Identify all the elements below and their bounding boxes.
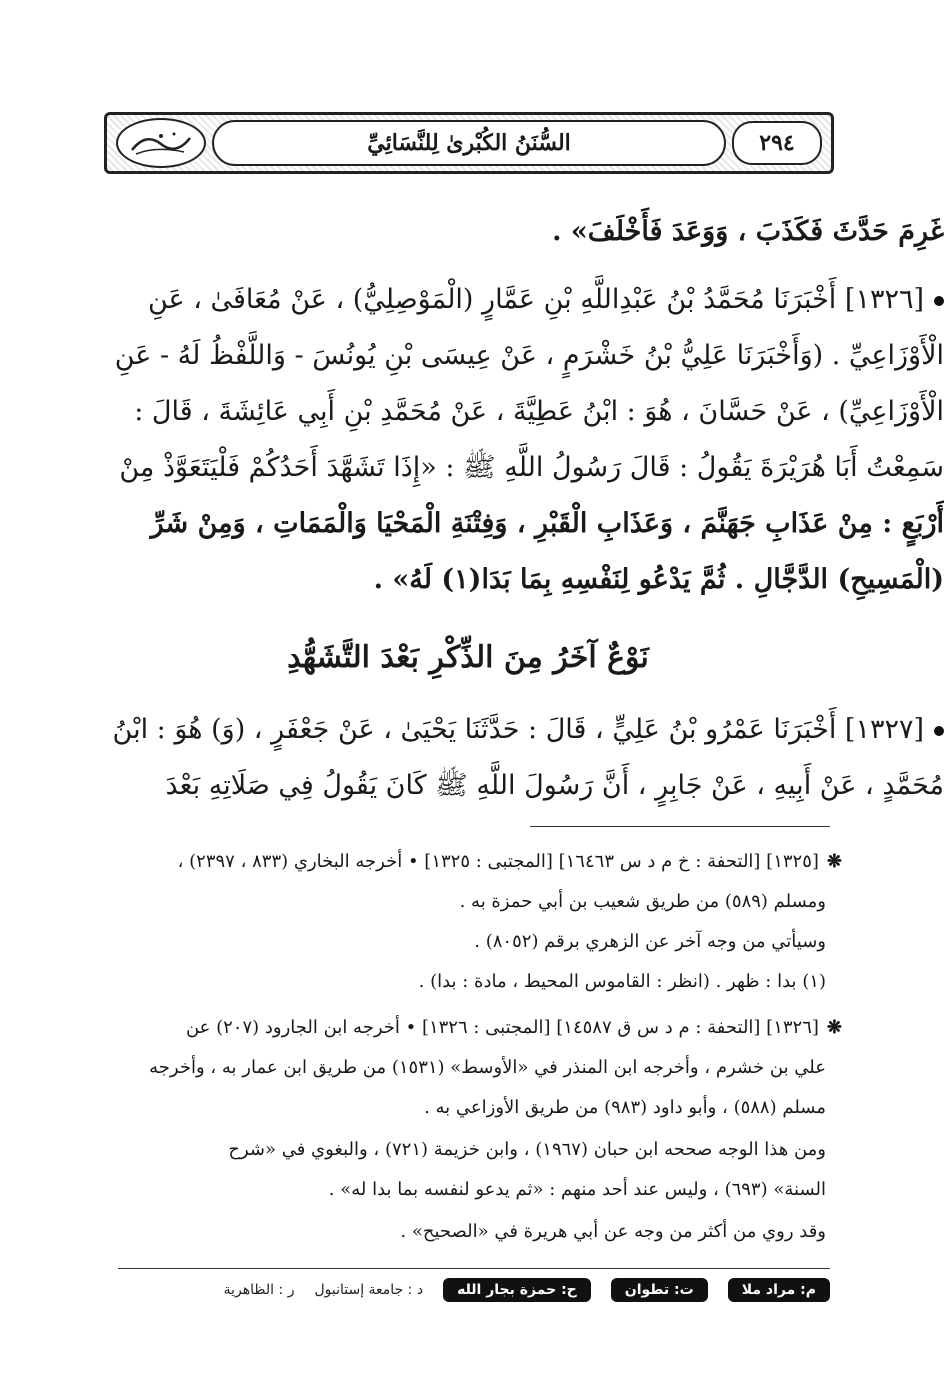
footnote-line — [112, 928, 826, 956]
body-text: الْأَوْزَاعِيِّ) ، عَنْ حَسَّانَ ، هُوَ : ابْنُ عَطِيَّةَ ، عَنْ مُحَمَّدِ بْنِ أَبِي عَائِشَةَ ، قَالَ : — [134, 396, 944, 427]
source-tag-t: ت: تطوان — [611, 1278, 708, 1302]
body-line-7 — [212, 560, 944, 600]
footnote-text: وقد روي من أكثر من وجه عن أبي هريرة في «الصحيح» . — [400, 1221, 826, 1242]
body-text: سَمِعْتُ أَبَا هُرَيْرَةَ يَقُولُ : قَالَ رَسُولُ اللَّهِ ﷺ : «إِذَا تَشَهَّدَ أَحَدُكُمْ فَلْيَتَعَوَّذْ مِنْ — [119, 452, 944, 483]
header-title-box — [212, 120, 726, 166]
footnote-text: السنة» (٦٩٣) ، وليس عند أحد منهم : «ثم يدعو لنفسه بما بدا له» . — [328, 1179, 826, 1200]
footnote-line — [112, 968, 826, 996]
footnote-line — [112, 1176, 826, 1204]
body-line-9 — [165, 766, 944, 806]
section-heading: نَوْعٌ آخَرُ مِنَ الذِّكْرِ بَعْدَ التَّشَهُّدِ — [287, 640, 649, 675]
body-text: غَرِمَ حَدَّثَ فَكَذَبَ ، وَوَعَدَ فَأَخْلَفَ» . — [552, 216, 944, 247]
body-line-1 — [212, 212, 944, 252]
manuscript-sources-footer — [118, 1272, 830, 1308]
footnote-line — [112, 888, 826, 916]
body-line-5 — [119, 448, 944, 488]
source-tag-h: ح: حمزة بجار الله — [443, 1278, 591, 1302]
body-line-3 — [114, 336, 944, 376]
bullet-icon — [934, 726, 944, 736]
footnote-text: مسلم (٥٨٨) ، وأبو داود (٩٨٣) من طريق الأوزاعي به . — [424, 1097, 826, 1118]
body-line-2 — [147, 280, 944, 320]
footnote-text: [١٣٢٦] [التحفة : م د س ق ١٤٥٨٧] [المجتبى : ١٣٢٦] • أخرجه ابن الجارود (٢٠٧) عن — [185, 1017, 819, 1038]
body-text: مُحَمَّدٍ ، عَنْ أَبِيهِ ، عَنْ جَابِرٍ ، أَنَّ رَسُولَ اللَّهِ ﷺ كَانَ يَقُولُ فِي صَلَاتِهِ بَعْدَ — [165, 770, 944, 801]
book-title: السُّنَنُ الكُبْرىٰ لِلنَّسَائِيِّ — [367, 130, 571, 156]
asterisk-icon: ❋ — [826, 1017, 842, 1038]
asterisk-icon: ❋ — [826, 851, 842, 872]
footnote-line — [112, 1136, 826, 1164]
footnote-text: [١٣٢٥] [التحفة : خ م د س ١٦٤٦٣] [المجتبى : ١٣٢٥] • أخرجه البخاري (٨٣٣ ، ٢٣٩٧) ، — [177, 851, 819, 872]
book-logo — [116, 118, 206, 168]
footer-divider — [118, 1268, 830, 1269]
footnote-divider — [530, 826, 830, 827]
page-header — [104, 112, 834, 174]
body-text: [١٣٢٦] أَخْبَرَنَا مُحَمَّدُ بْنُ عَبْدِاللَّهِ بْنِ عَمَّارٍ (الْمَوْصِلِيُّ) ، عَنْ مُعَافَىٰ ، عَنِ — [147, 284, 924, 315]
body-line-4 — [134, 392, 944, 432]
body-line-8 — [112, 710, 944, 750]
page-number-box — [732, 121, 822, 165]
calligraphy-logo-icon — [126, 126, 196, 160]
footnote-text: ومن هذا الوجه صححه ابن حبان (١٩٦٧) ، وابن خزيمة (٧٢١) ، والبغوي في «شرح — [228, 1139, 826, 1160]
body-text: (الْمَسِيحِ) الدَّجَّالِ . ثُمَّ يَدْعُو لِنَفْسِهِ بِمَا بَدَا(١) لَهُ» . — [373, 564, 944, 595]
page-number: ٢٩٤ — [759, 130, 795, 156]
source-r: ر : الظاهرية — [223, 1282, 295, 1298]
footnote-text: (١) بدا : ظهر . (انظر : القاموس المحيط ، مادة : بدا) . — [418, 971, 826, 992]
body-text: أَرْبَعٍ : مِنْ عَذَابِ جَهَنَّمَ ، وَعَذَابِ الْقَبْرِ ، وَفِتْنَةِ الْمَحْيَا وَالْمَمَاتِ ، وَمِنْ شَرِّ — [150, 508, 944, 539]
footnote-line — [112, 1014, 842, 1042]
source-tag-m: م: مراد ملا — [728, 1278, 830, 1302]
footnote-line — [112, 1094, 826, 1122]
body-text: [١٣٢٧] أَخْبَرَنَا عَمْرُو بْنُ عَلِيٍّ ، قَالَ : حَدَّثَنَا يَحْيَىٰ ، عَنْ جَعْفَرٍ ، (وَ) هُوَ : ابْنُ — [112, 714, 924, 745]
source-d: د : جامعة إستانبول — [314, 1282, 424, 1298]
body-line-6 — [150, 504, 944, 544]
bullet-icon — [934, 296, 944, 306]
footnote-text: وسيأتي من وجه آخر عن الزهري برقم (٨٠٥٢) . — [474, 931, 826, 952]
footnote-line — [112, 1218, 826, 1246]
body-text: الْأَوْزَاعِيِّ . (وَأَخْبَرَنَا عَلِيُّ بْنُ خَشْرَمٍ ، عَنْ عِيسَى بْنِ يُونُسَ - وَاللَّفْظُ لَهُ - عَنِ — [114, 340, 944, 371]
footnote-text: ومسلم (٥٨٩) من طريق شعيب بن أبي حمزة به . — [459, 891, 826, 912]
footnote-text: علي بن خشرم ، وأخرجه ابن المنذر في «الأوسط» (١٥٣١) من طريق ابن عمار به ، وأخرجه — [149, 1057, 826, 1078]
footnote-line — [112, 1054, 826, 1082]
footnote-line — [112, 848, 842, 876]
